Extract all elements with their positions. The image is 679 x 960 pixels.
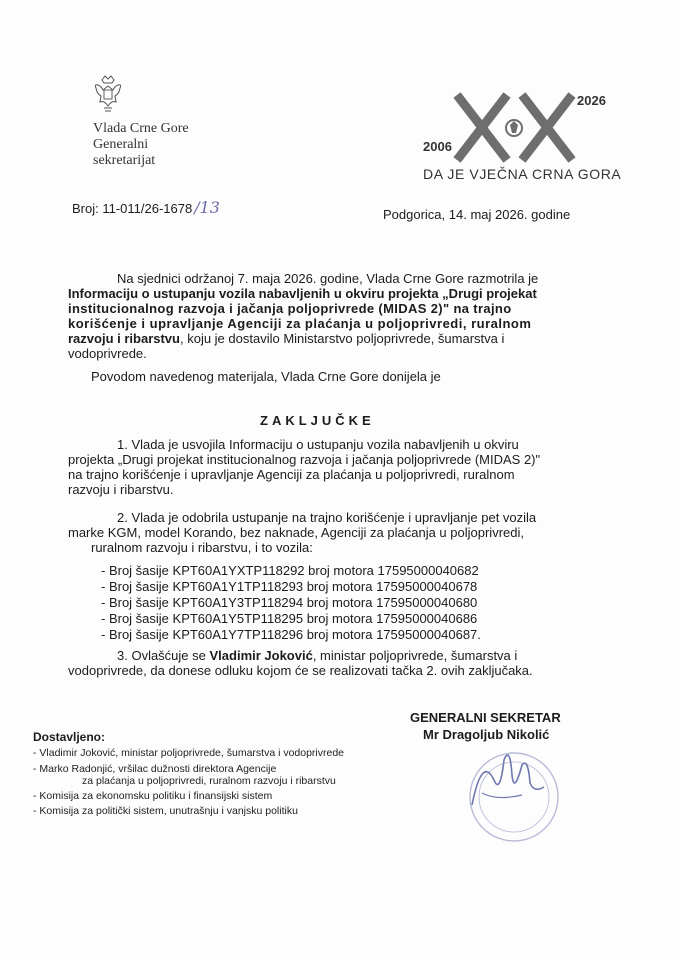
distribution-item: - Komisija za ekonomsku politiku i finansijski sistem <box>33 790 273 802</box>
conclusion-1-line-1: 1. Vlada je usvojila Informaciju o ustupanju vozila nabavljenih u okviru <box>117 437 519 452</box>
conclusion-2-line-2: marke KGM, model Korando, bez naknade, Agenciji za plaćanja u poljoprivredi, <box>68 525 524 540</box>
distribution-item: za plaćanja u poljoprivredi, ruralnom razvoju i ribarstvu <box>82 775 336 787</box>
issuer-line-1: Vlada Crne Gore <box>93 121 189 136</box>
intro-line-5-bold: razvoju i ribarstvu <box>68 331 180 346</box>
handwritten-number: /13 <box>194 198 220 217</box>
official-stamp-with-signature <box>452 735 562 845</box>
conclusion-1-line-2: projekta „Drugi projekat institucionalnog razvoja i jačanja poljoprivrede (MIDAS 2)" <box>68 452 541 467</box>
anniversary-slogan: DA JE VJEČNA CRNA GORA <box>423 166 622 182</box>
signatory-name: Mr Dragoljub Nikolić <box>423 727 550 742</box>
distribution-heading: Dostavljeno: <box>33 730 106 744</box>
document-number <box>72 198 220 217</box>
vehicle-list-item: - Broj šasije KPT60A1Y1TP118293 broj motora 17595000040678 <box>101 579 478 594</box>
intro-line-7: Povodom navedenog materijala, Vlada Crne Gore donijela je <box>91 369 441 384</box>
document-number-text: Broj: 11-011/26-1678 <box>72 201 193 216</box>
section-title: ZAKLJUČKE <box>260 413 375 428</box>
conclusion-3-suffix: , ministar poljoprivrede, šumarstva i <box>312 648 518 663</box>
distribution-item: - Vladimir Joković, ministar poljoprivrede, šumarstva i vodoprivrede <box>33 747 345 759</box>
intro-line-5-rest: , koju je dostavilo Ministarstvo poljoprivrede, šumarstva i <box>179 331 505 346</box>
conclusion-3-person: Vladimir Joković <box>209 648 313 663</box>
document-date: Podgorica, 14. maj 2026. godine <box>383 207 571 222</box>
anniversary-year-start: 2006 <box>423 139 452 154</box>
vehicle-list-item: - Broj šasije KPT60A1YXTP118292 broj motora 17595000040682 <box>101 563 479 578</box>
intro-line-2: Informaciju o ustupanju vozila nabavljenih u okviru projekta „Drugi projekat <box>68 286 537 301</box>
conclusion-3-prefix: 3. Ovlašćuje se <box>117 648 210 663</box>
intro-line-6: vodoprivrede. <box>68 346 147 361</box>
intro-line-5 <box>68 331 504 346</box>
conclusion-3-line-2: vodoprivrede, da donese odluku kojom će se realizovati tačka 2. ovih zaključaka. <box>68 663 533 678</box>
issuer-line-3: sekretarijat <box>93 153 156 168</box>
conclusion-1-line-4: razvoju i ribarstvu. <box>68 482 174 497</box>
vehicle-list-item: - Broj šasije KPT60A1Y3TP118294 broj motora 17595000040680 <box>101 595 478 610</box>
coat-of-arms-icon <box>92 74 124 118</box>
intro-line-1: Na sjednici održanoj 7. maja 2026. godine, Vlada Crne Gore razmotrila je <box>117 271 539 286</box>
distribution-item: - Komisija za politički sistem, unutrašnju i vanjsku politiku <box>33 805 298 817</box>
conclusion-1-line-3: na trajno korišćenje i upravljanje Agenciji za plaćanja u poljoprivredi, ruralnom <box>68 467 515 482</box>
intro-line-4: korišćenje i upravljanje Agenciji za plaćanja u poljoprivredi, ruralnom <box>68 316 532 331</box>
distribution-item: - Marko Radonjić, vršilac dužnosti direktora Agencije <box>33 763 277 775</box>
vehicle-list-item: - Broj šasije KPT60A1Y7TP118296 broj motora 17595000040687. <box>101 627 481 642</box>
conclusion-2-line-1: 2. Vlada je odobrila ustupanje na trajno korišćenje i upravljanje pet vozila <box>117 510 537 525</box>
signatory-title: GENERALNI SEKRETAR <box>410 710 561 725</box>
intro-line-3: institucionalnog razvoja i jačanja poljoprivrede (MIDAS 2)" na trajno <box>68 301 512 316</box>
vehicle-list-item: - Broj šasije KPT60A1Y5TP118295 broj motora 17595000040686 <box>101 611 478 626</box>
issuer-line-2: Generalni <box>93 137 149 152</box>
conclusion-3-line-1 <box>117 648 517 663</box>
issuer-name <box>93 121 189 169</box>
anniversary-year-end: 2026 <box>577 93 606 108</box>
conclusion-2-line-3: ruralnom razvoju i ribarstvu, i to vozila: <box>91 540 313 555</box>
